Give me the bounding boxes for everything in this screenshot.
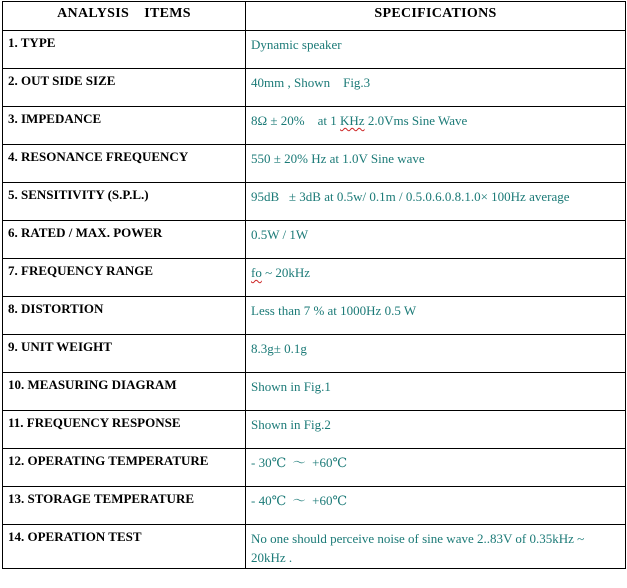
row-item-rated-power: 6. RATED / MAX. POWER [3,221,246,259]
header-specifications: SPECIFICATIONS [246,2,626,31]
row-item-type: 1. TYPE [3,31,246,69]
table-row [3,107,626,145]
table-row [3,487,626,525]
row-spec-impedance [246,107,626,145]
table-row [3,411,626,449]
row-item-frequency-response: 11. FREQUENCY RESPONSE [3,411,246,449]
row-item-sensitivity: 5. SENSITIVITY (S.P.L.) [3,183,246,221]
table-row [3,145,626,183]
row-spec-operating-temperature: - 30℃ ～ +60℃ [246,449,626,487]
frequency-range-rest: ~ 20kHz [261,265,311,280]
impedance-khz: KHz [340,113,365,128]
row-item-outside-size: 2. OUT SIDE SIZE [3,69,246,107]
row-spec-outside-size: 40mm , Shown Fig.3 [246,69,626,107]
row-spec-unit-weight: 8.3g± 0.1g [246,335,626,373]
table-row [3,297,626,335]
row-item-unit-weight: 9. UNIT WEIGHT [3,335,246,373]
table-row [3,525,626,569]
row-spec-operation-test: No one should perceive noise of sine wave 2..83V of 0.35kHz ~ 20kHz . [246,525,626,569]
row-spec-measuring-diagram: Shown in Fig.1 [246,373,626,411]
row-spec-resonance-frequency: 550 ± 20% Hz at 1.0V Sine wave [246,145,626,183]
row-item-operating-temperature: 12. OPERATING TEMPERATURE [3,449,246,487]
row-spec-distortion: Less than 7 % at 1000Hz 0.5 W [246,297,626,335]
header-analysis-items: ANALYSIS ITEMS [3,2,246,31]
impedance-part-c: 2.0Vms Sine Wave [364,113,468,128]
impedance-part-a: 8Ω ± 20% at 1 [251,113,341,128]
row-item-operation-test: 14. OPERATION TEST [3,525,246,569]
row-spec-type: Dynamic speaker [246,31,626,69]
table-header-row [3,2,626,31]
row-item-storage-temperature: 13. STORAGE TEMPERATURE [3,487,246,525]
specification-table [2,1,626,569]
table-row [3,221,626,259]
row-item-distortion: 8. DISTORTION [3,297,246,335]
table-row [3,183,626,221]
table-row [3,259,626,297]
table-row [3,335,626,373]
row-item-frequency-range: 7. FREQUENCY RANGE [3,259,246,297]
row-item-measuring-diagram: 10. MEASURING DIAGRAM [3,373,246,411]
row-spec-frequency-range [246,259,626,297]
row-spec-rated-power: 0.5W / 1W [246,221,626,259]
frequency-range-fo: fo [251,265,262,280]
table-row [3,31,626,69]
row-spec-sensitivity: 95dB ± 3dB at 0.5w/ 0.1m / 0.5.0.6.0.8.1.0× 100Hz average [246,183,626,221]
row-spec-storage-temperature: - 40℃ ～ +60℃ [246,487,626,525]
table-row [3,373,626,411]
row-item-resonance-frequency: 4. RESONANCE FREQUENCY [3,145,246,183]
table-row [3,69,626,107]
row-spec-frequency-response: Shown in Fig.2 [246,411,626,449]
row-item-impedance: 3. IMPEDANCE [3,107,246,145]
table-row [3,449,626,487]
